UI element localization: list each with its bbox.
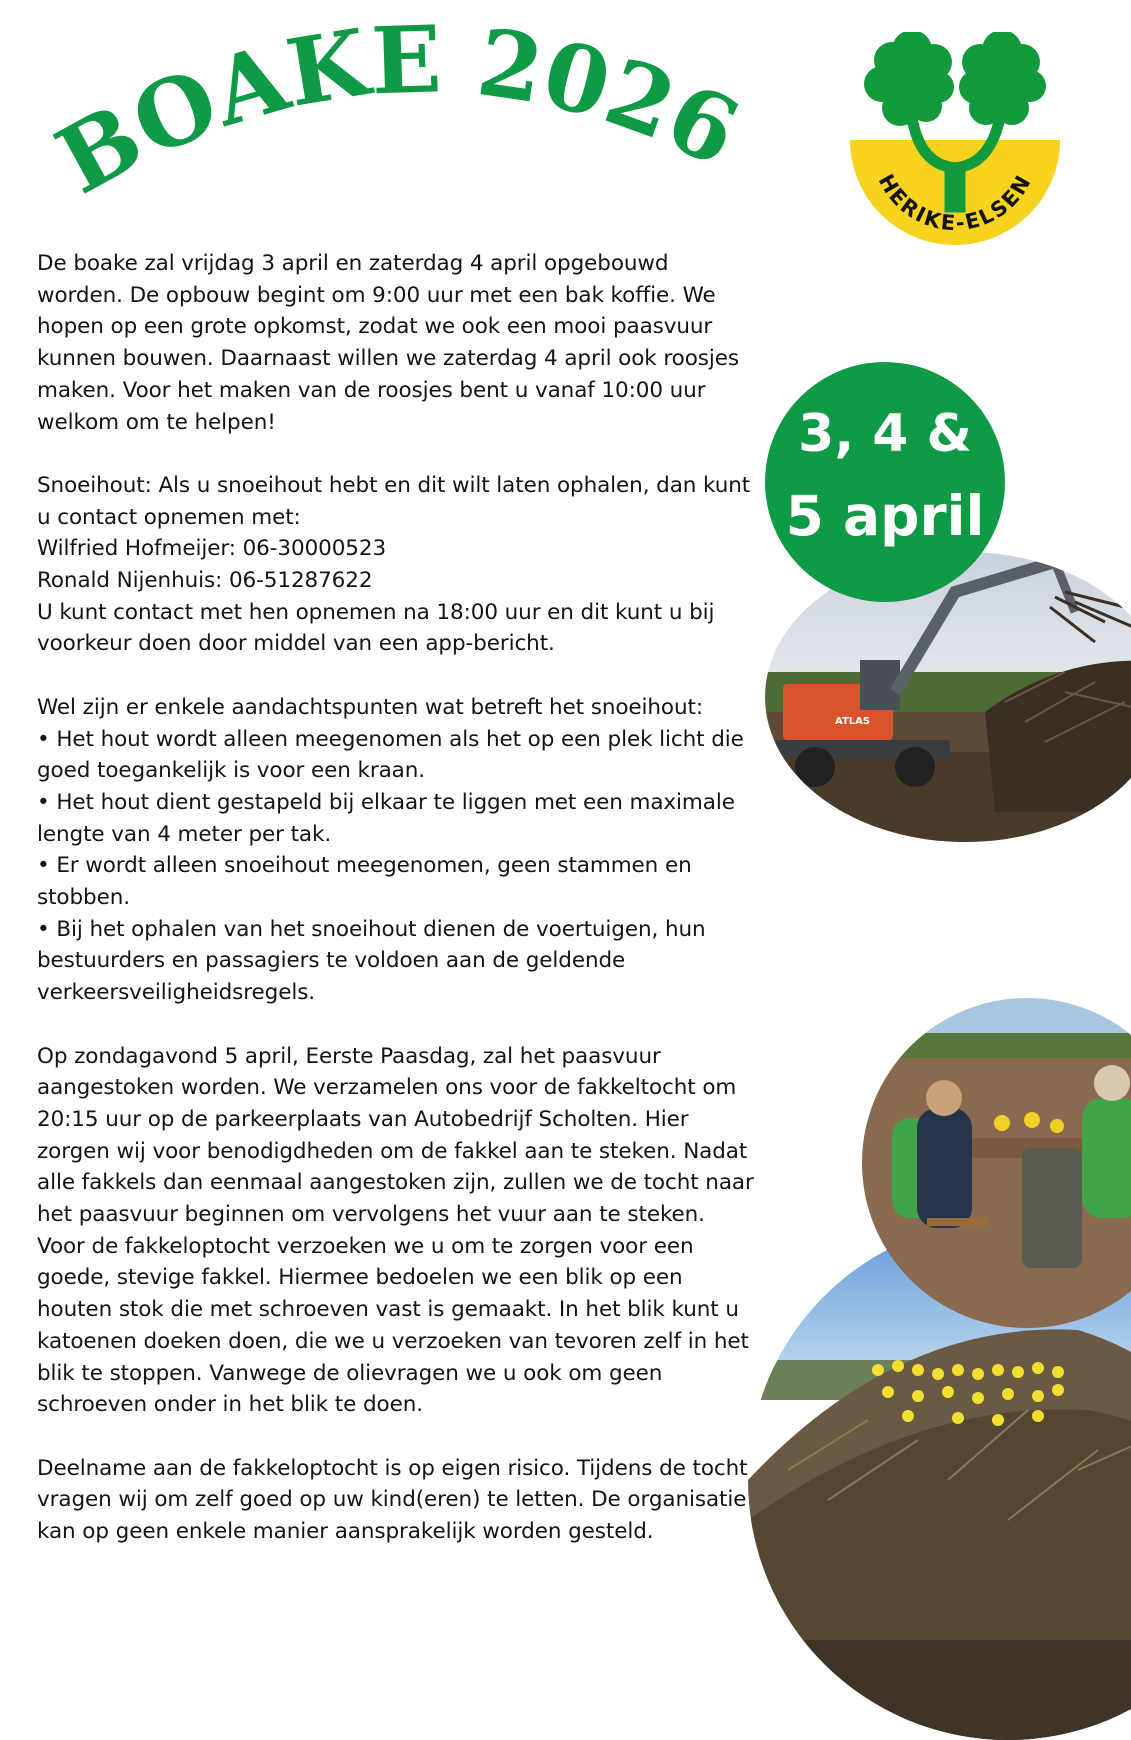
text-line: lengte van 4 meter per tak.: [37, 821, 332, 847]
paragraph-aandachtspunten: [37, 692, 757, 1009]
text-line: alle fakkels dan eenmaal aangestoken zijn, zullen we de tocht naar: [37, 1170, 754, 1196]
svg-text:BOAKE 2026: [40, 20, 754, 215]
text-line: kunnen bouwen. Daarnaast willen we zaterdag 4 april ook roosjes: [37, 346, 739, 372]
date-badge-line1: 3, 4 &: [798, 404, 972, 464]
text-line: 20:15 uur op de parkeerplaats van Autobedrijf Scholten. Hier: [37, 1106, 689, 1132]
text-line: U kunt contact met hen opnemen na 18:00 uur en dit kunt u bij: [37, 599, 715, 625]
text-line: goed toegankelijk is voor een kraan.: [37, 758, 426, 784]
text-line: het paasvuur beginnen om vervolgens het vuur aan te steken.: [37, 1202, 705, 1228]
text-line: Deelname aan de fakkeloptocht is op eigen risico. Tijdens de tocht: [37, 1455, 748, 1481]
text-line: goede, stevige fakkel. Hiermee bedoelen we een blik op een: [37, 1265, 683, 1291]
text-line: schroeven onder in het blik te doen.: [37, 1392, 423, 1418]
text-line: Op zondagavond 5 april, Eerste Paasdag, zal het paasvuur: [37, 1043, 661, 1069]
page-title: [40, 20, 760, 220]
article-body: [37, 248, 757, 1548]
tree-icon: [864, 32, 1046, 126]
text-line: verkeersveiligheidsregels.: [37, 980, 316, 1006]
text-line: kan op geen enkele manier aansprakelijk worden gesteld.: [37, 1519, 654, 1545]
bullet-line: • Bij het ophalen van het snoeihout dienen de voertuigen, hun: [37, 916, 706, 942]
text-line: u contact opnemen met:: [37, 504, 301, 530]
paragraph-snoeihout: [37, 470, 757, 660]
paragraph-deelname: [37, 1453, 757, 1548]
text-line: voorkeur doen door middel van een app-bericht.: [37, 631, 555, 657]
text-line: hopen op een grote opkomst, zodat we ook een mooi paasvuur: [37, 314, 713, 340]
text-line: Snoeihout: Als u snoeihout hebt en dit wilt laten ophalen, dan kunt: [37, 472, 751, 498]
excavator-photo: [765, 552, 1131, 842]
date-badge: [765, 362, 1005, 602]
paragraph-intro: [37, 248, 757, 438]
title-text: BOAKE 2026: [40, 20, 755, 215]
bullet-line: • Het hout dient gestapeld bij elkaar te liggen met een maximale: [37, 789, 735, 815]
text-line: Voor de fakkeloptocht verzoeken we u om te zorgen voor een: [37, 1233, 694, 1259]
bullet-line: • Er wordt alleen snoeihout meegenomen, geen stammen en: [37, 853, 692, 879]
text-line: zorgen wij voor benodigdheden om de fakkel aan te steken. Nadat: [37, 1138, 748, 1164]
date-badge-line2: 5 april: [785, 484, 985, 548]
herike-elsen-logo: [850, 32, 1090, 262]
text-line: blik te stoppen. Vanwege de olievragen we u ook om geen: [37, 1360, 663, 1386]
text-line: vragen wij om zelf goed op uw kind(eren) te letten. De organisatie: [37, 1487, 747, 1513]
text-line: bestuurders en passagiers te voldoen aan de geldende: [37, 948, 626, 974]
text-line: houten stok die met schroeven vast is gemaakt. In het blik kunt u: [37, 1297, 739, 1323]
paragraph-paasvuur: [37, 1041, 757, 1421]
bullet-line: • Het hout wordt alleen meegenomen als het op een plek licht die: [37, 726, 744, 752]
text-line: worden. De opbouw begint om 9:00 uur met een bak koffie. We: [37, 282, 716, 308]
text-line: katoenen doeken doen, die we u verzoeken van tevoren zelf in het: [37, 1328, 749, 1354]
contact-line: Wilfried Hofmeijer: 06-30000523: [37, 536, 387, 562]
text-line: Wel zijn er enkele aandachtspunten wat betreft het snoeihout:: [37, 694, 703, 720]
logo-text: HERIKE-ELSEN: [873, 170, 1037, 236]
excavator-brand: ATLAS: [835, 716, 871, 727]
text-line: De boake zal vrijdag 3 april en zaterdag 4 april opgebouwd: [37, 251, 669, 276]
text-line: maken. Voor het maken van de roosjes bent u vanaf 10:00 uur: [37, 377, 706, 403]
text-line: stobben.: [37, 885, 130, 911]
text-line: aangestoken worden. We verzamelen ons voor de fakkeltocht om: [37, 1075, 737, 1101]
contact-line: Ronald Nijenhuis: 06-51287622: [37, 568, 373, 594]
text-line: welkom om te helpen!: [37, 409, 276, 435]
